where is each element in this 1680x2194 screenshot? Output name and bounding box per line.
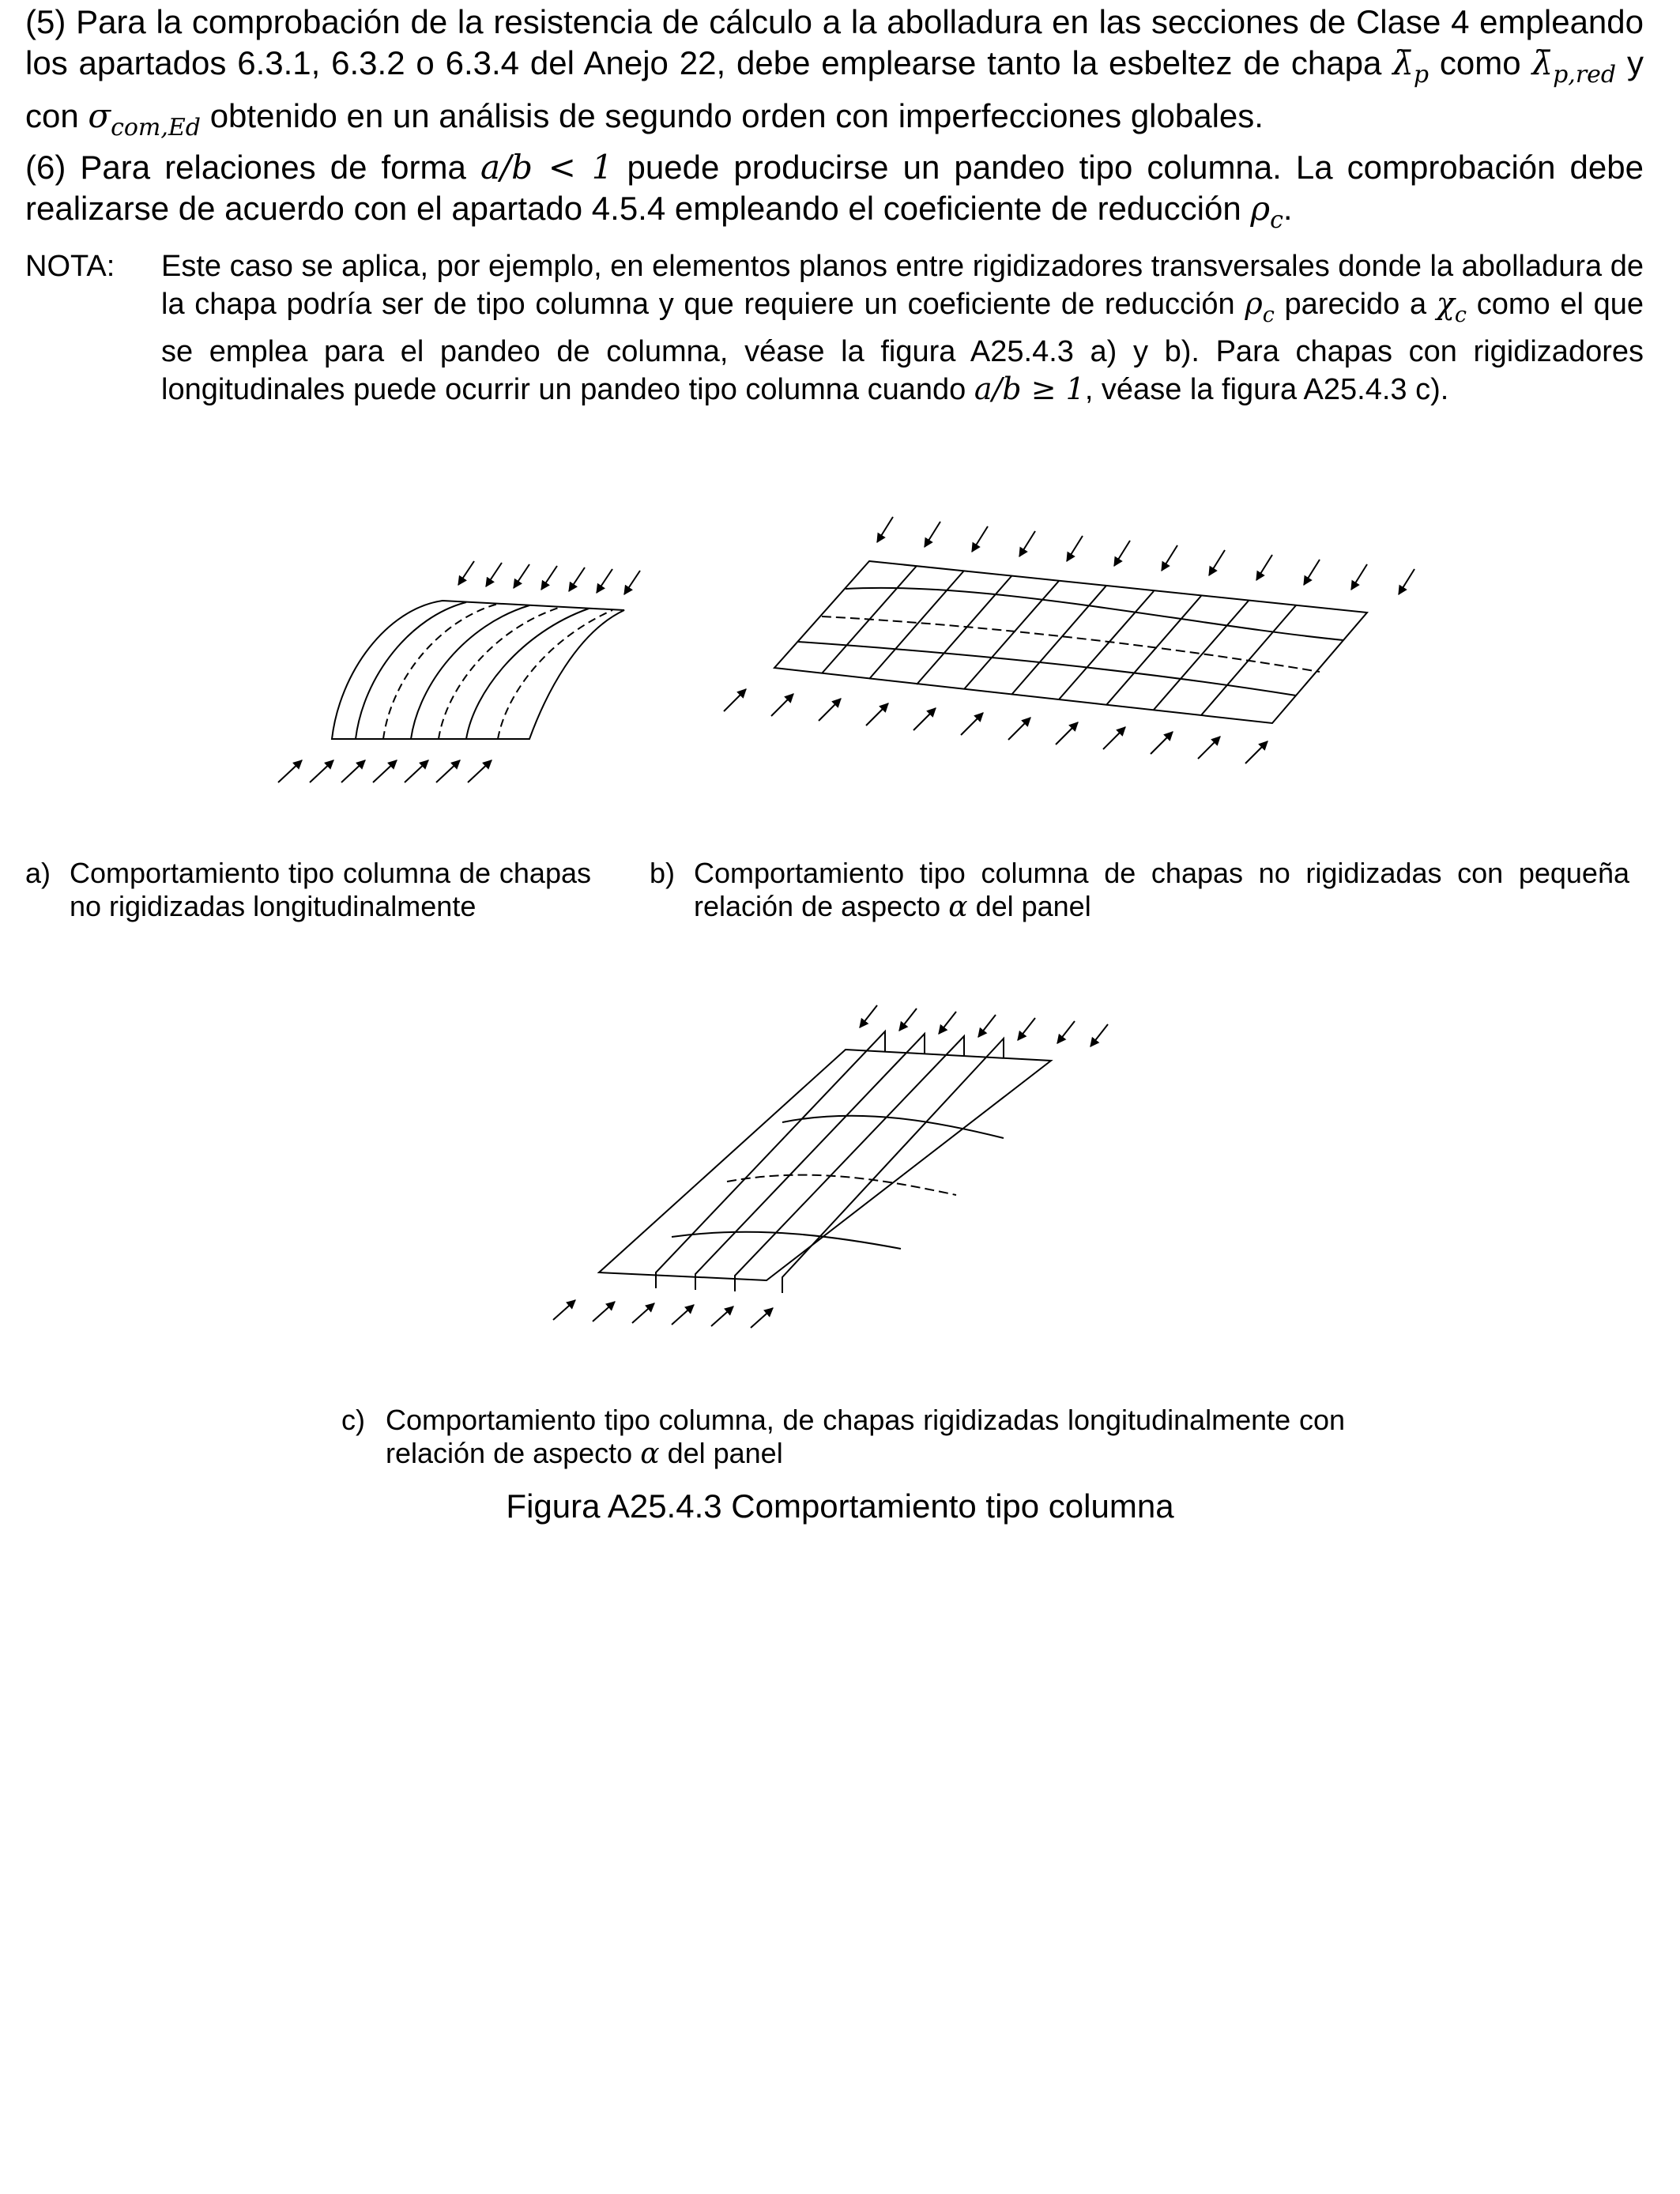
transverse-buckle <box>782 1116 1004 1138</box>
figure-c-drawing <box>545 988 1130 1344</box>
paragraph-5 <box>25 2 1644 149</box>
buckle-curve <box>846 588 1343 640</box>
caption-c-text-main: Comportamiento tipo columna, de chapas rigidizadas longitudinalmente con relación de aspecto <box>386 1404 1345 1469</box>
caption-b-label: b) <box>650 857 676 889</box>
longitudinal-stiffeners <box>656 1031 1004 1293</box>
paragraph-6 <box>25 147 1644 241</box>
buckled-plate-a <box>332 601 624 739</box>
figure-a-drawing <box>261 545 711 798</box>
figure-b-drawing <box>711 506 1438 782</box>
note-block <box>25 248 1644 409</box>
sigma-subscript: com,Ed <box>111 114 202 141</box>
note-rho-symbol: ρ <box>1245 286 1263 321</box>
caption-c-alpha: α <box>640 1438 660 1470</box>
caption-b <box>650 857 1629 924</box>
transverse-buckle <box>672 1232 901 1249</box>
buckle-line <box>411 605 529 739</box>
note-text-3: como el que se emplea para el pandeo de columna, véase la figura A25.4.3 a) y b). Para chapas con rigidizadores longitudinales puede ocurrir un pandeo tipo columna cuando <box>161 288 1644 406</box>
note-text <box>161 248 1644 409</box>
caption-c-text <box>386 1404 1345 1471</box>
ratio-expression: a/b < 1 <box>480 148 613 187</box>
paragraph-6-end: . <box>1283 190 1293 227</box>
transverse-buckle <box>727 1175 956 1195</box>
note-ratio-expression: a/b ≥ 1 <box>974 371 1085 406</box>
note-label: NOTA: <box>25 250 115 283</box>
lambda-p-subscript: p <box>1413 61 1430 89</box>
rho-subscript: c <box>1270 206 1283 234</box>
ycon-word: y con <box>25 44 1644 134</box>
caption-b-alpha: α <box>948 891 968 923</box>
buckle-curve <box>798 642 1296 696</box>
caption-b-text-main: Comportamiento tipo columna de chapas no rigidizadas con pequeña relación de aspecto <box>694 857 1629 922</box>
plate-outline-b <box>774 561 1367 723</box>
load-arrows-top-b <box>877 517 1414 594</box>
load-arrows-top-a <box>458 561 640 594</box>
note-chi-symbol: χ <box>1436 286 1455 321</box>
note-text-1: Este caso se aplica, por ejemplo, en elementos planos entre rigidizadores transversales donde la abolladura de la chapa podría ser de tipo columna y que requiere un coeficiente de reducción <box>161 250 1644 321</box>
caption-c <box>341 1404 1345 1471</box>
note-text-4: , véase la figura A25.4.3 c). <box>1084 373 1449 406</box>
note-text-2: parecido a <box>1284 288 1427 321</box>
buckle-line <box>356 602 466 739</box>
caption-a-label: a) <box>25 857 51 889</box>
load-arrows-bottom-c <box>553 1300 773 1328</box>
load-arrows-bottom-b <box>724 689 1268 763</box>
figure-title: Figura A25.4.3 Comportamiento tipo columna <box>506 1487 1174 1525</box>
load-arrows-top-c <box>860 1005 1108 1046</box>
lambda-p-symbol: λ̄ <box>1392 43 1414 82</box>
caption-a <box>25 857 591 923</box>
load-arrows-bottom-a <box>278 760 492 782</box>
lambda-red-symbol: λ̄ <box>1531 43 1554 82</box>
caption-b-text <box>694 857 1629 924</box>
buckle-line <box>383 604 498 739</box>
caption-b-text-end: del panel <box>975 890 1091 922</box>
como-word: como <box>1439 44 1521 81</box>
sigma-symbol: σ <box>88 96 111 135</box>
lambda-red-subscript: p,red <box>1553 61 1617 89</box>
paragraph-5-text: (5) Para la comprobación de la resistencia de cálculo a la abolladura en las secciones de Clase 4 empleando los apartados 6.3.1, 6.3.2 o 6.3.4 del Anejo 22, debe emplearse tanto la esbeltez de chapa <box>25 3 1644 81</box>
caption-c-text-end: del panel <box>667 1437 783 1469</box>
caption-c-label: c) <box>341 1404 365 1436</box>
paragraph-5-text-end: obtenido en un análisis de segundo orden con imperfecciones globales. <box>209 97 1264 134</box>
note-rho-subscript: c <box>1262 303 1275 327</box>
buckle-line <box>466 609 589 739</box>
paragraph-6-text: (6) Para relaciones de forma <box>25 149 466 186</box>
paragraph-6-text-mid: puede producirse un pandeo tipo columna. La comprobación debe realizarse de acuerdo con el apartado 4.5.4 empleando el coeficiente de reducción <box>25 149 1644 227</box>
stiffened-plate-outline <box>599 1050 1051 1280</box>
buckle-line <box>439 607 561 739</box>
rho-symbol: ρ <box>1250 189 1271 228</box>
note-chi-subscript: c <box>1454 303 1467 327</box>
caption-a-text: Comportamiento tipo columna de chapas no rigidizadas longitudinalmente <box>70 857 591 922</box>
